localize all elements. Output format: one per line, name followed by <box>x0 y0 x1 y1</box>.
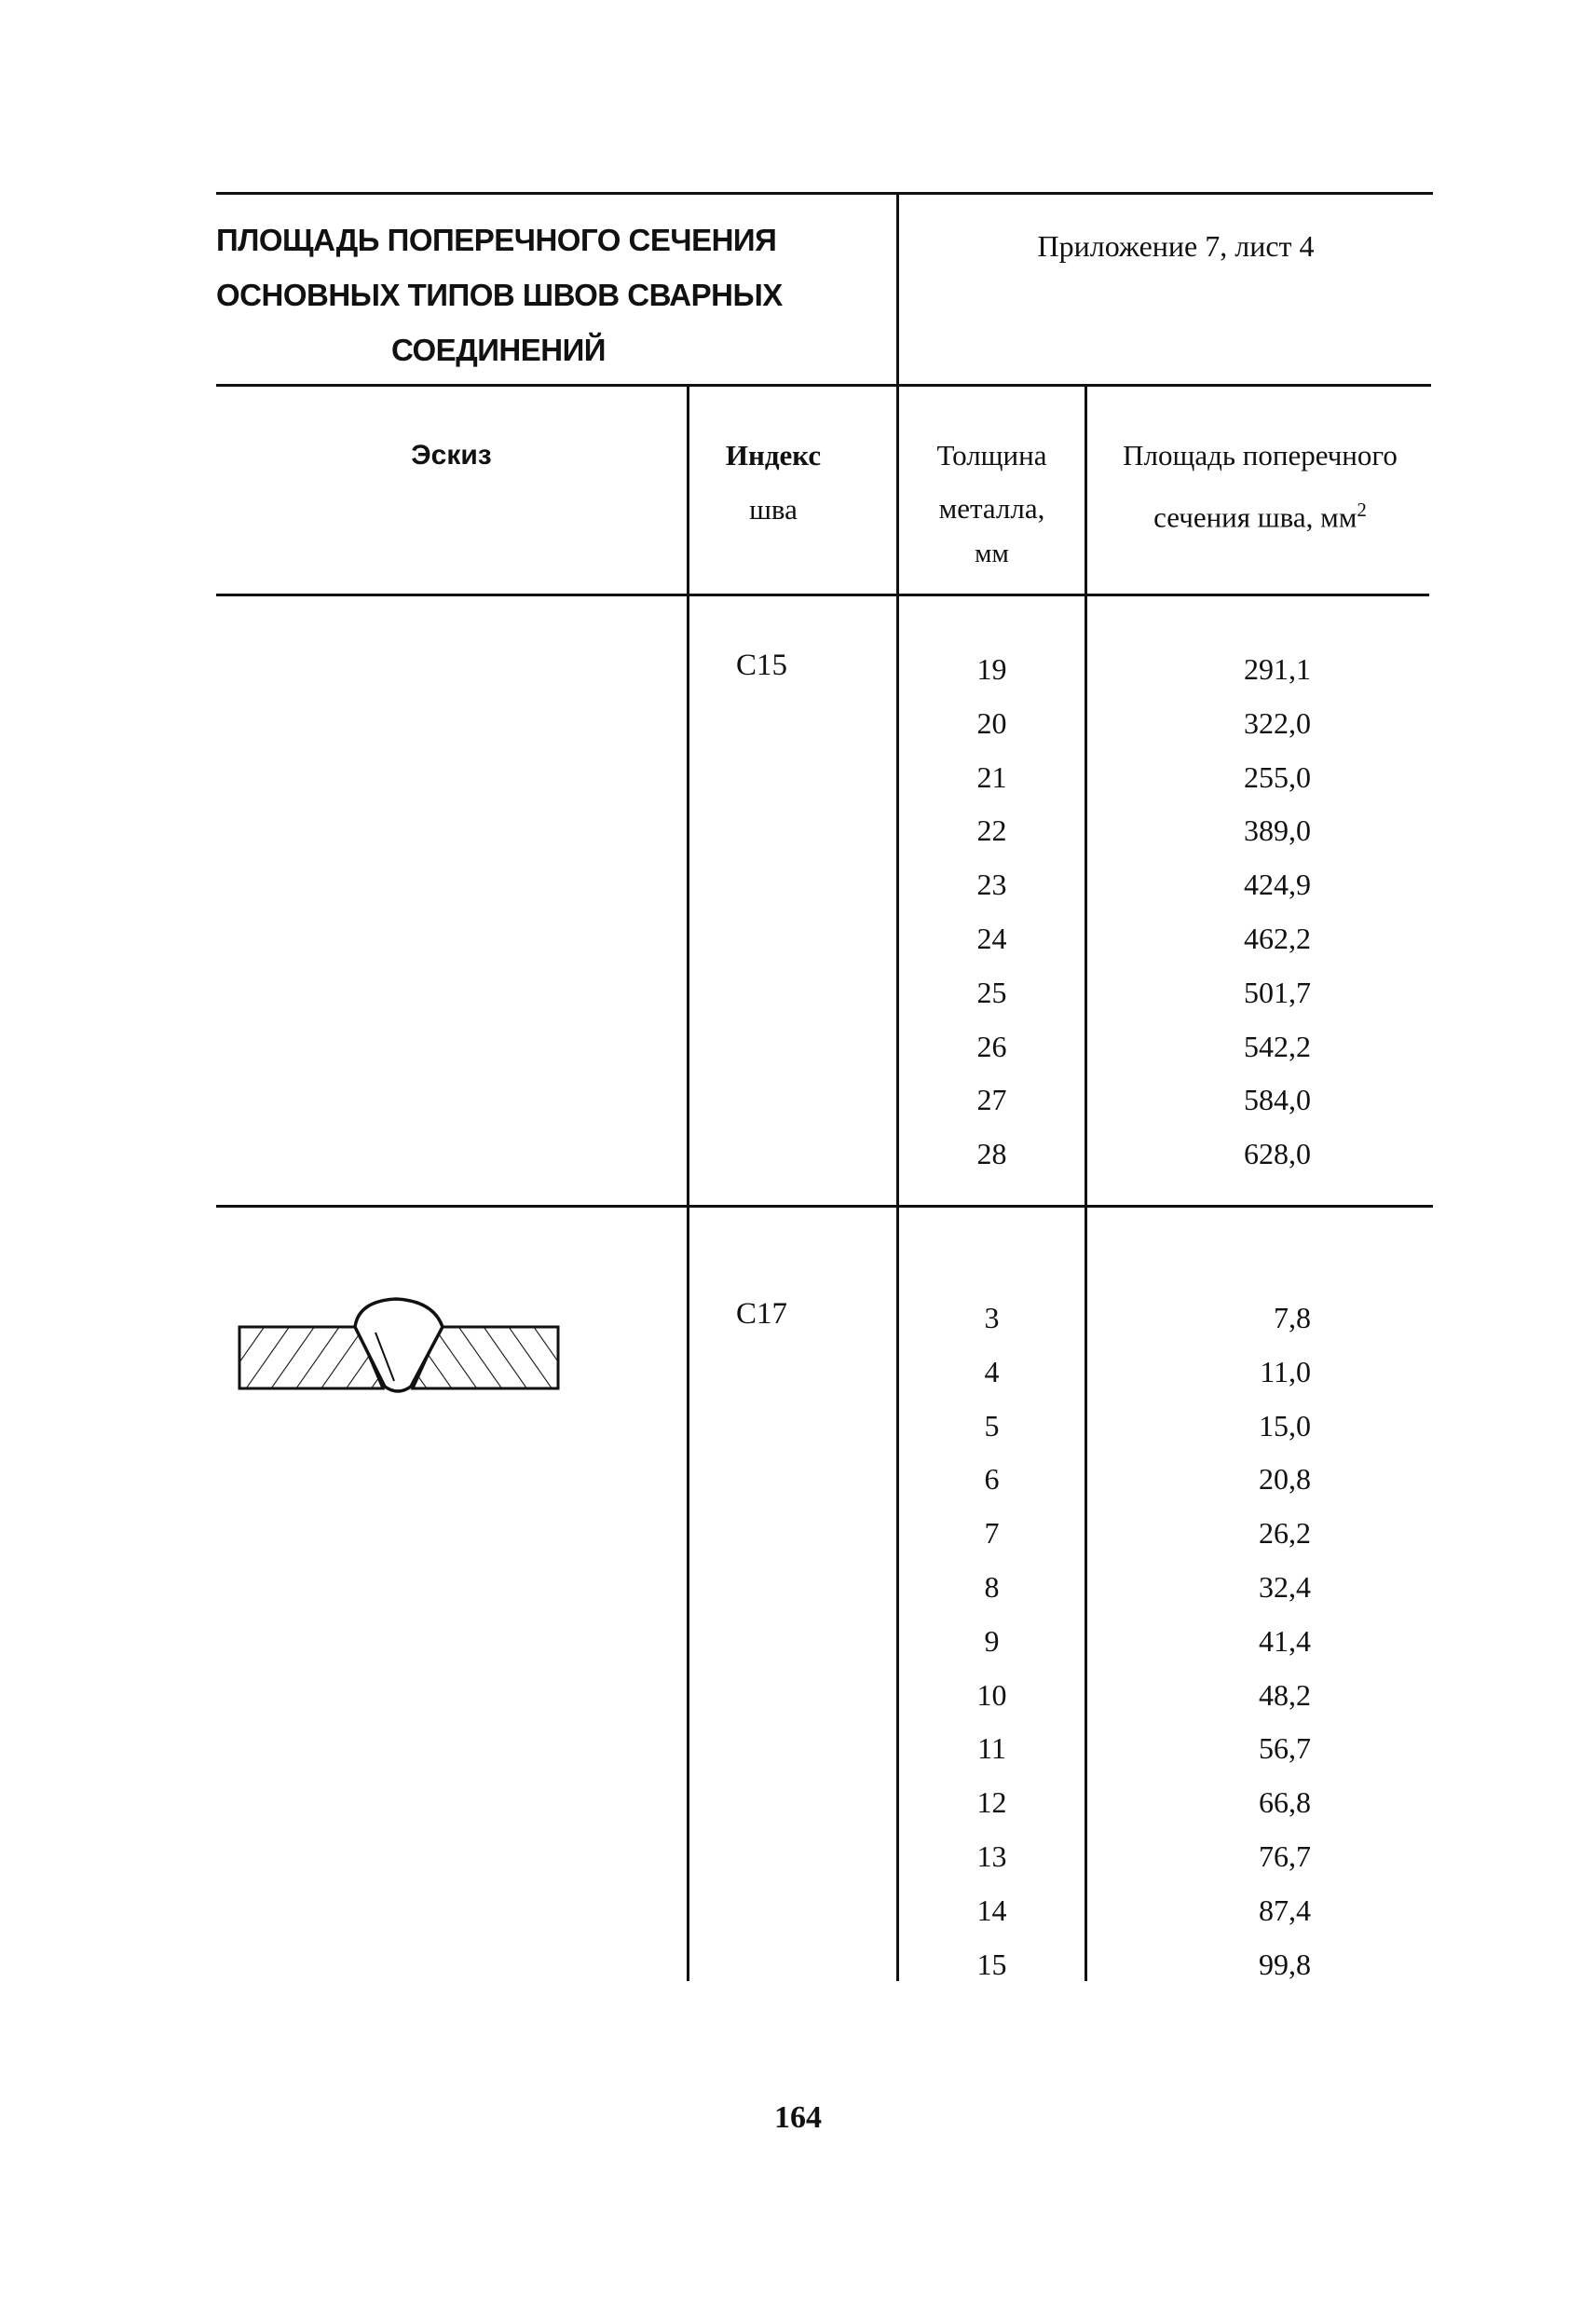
title-line-3: СОЕДИНЕНИЙ <box>391 333 607 367</box>
table-row-thickness: 23 <box>976 868 1007 902</box>
group-c17-area-column <box>1087 1292 1311 1991</box>
header-thickness-line1: Толщина <box>936 439 1047 472</box>
table-row-area: 15,0 <box>1259 1408 1311 1442</box>
table-row-thickness: 24 <box>976 921 1007 955</box>
table-row-area: 255,0 <box>1244 759 1311 794</box>
table-row-thickness: 5 <box>984 1408 1000 1442</box>
table-row-thickness: 7 <box>984 1516 1000 1551</box>
title-line-2: ОСНОВНЫХ ТИПОВ ШВОВ СВАРНЫХ <box>216 278 783 312</box>
table-row-thickness: 27 <box>976 1083 1007 1117</box>
table-row-area: 462,2 <box>1244 921 1311 955</box>
table-row-area: 542,2 <box>1244 1029 1311 1063</box>
table-row-area: 48,2 <box>1259 1677 1311 1712</box>
header-area-superscript: 2 <box>1357 499 1367 521</box>
header-bottom-rule <box>216 594 1429 596</box>
table-row-thickness: 26 <box>976 1029 1007 1063</box>
group-c15-index: С15 <box>736 649 788 682</box>
top-rule <box>216 192 1433 195</box>
table-row-thickness: 28 <box>976 1137 1007 1171</box>
table-row-area: 501,7 <box>1244 975 1311 1009</box>
table-row-area: 7,8 <box>1274 1301 1311 1334</box>
group-separator-rule <box>216 1205 1433 1208</box>
header-thickness-line3: мм <box>975 539 1009 568</box>
table-row-thickness: 21 <box>976 759 1007 794</box>
page-title <box>216 212 906 377</box>
table-row-area: 56,7 <box>1259 1731 1311 1766</box>
table-row-thickness: 14 <box>976 1893 1007 1927</box>
v-groove-weld-sketch-icon <box>236 1295 562 1404</box>
table-row-thickness: 6 <box>984 1462 1000 1497</box>
table-row-area: 628,0 <box>1244 1137 1311 1171</box>
header-area-line2 <box>1087 483 1433 544</box>
page-number: 164 <box>774 2100 822 2135</box>
table-row-thickness: 20 <box>976 705 1007 740</box>
table-row-area: 11,0 <box>1260 1354 1311 1388</box>
group-c15-thickness-column <box>899 643 1084 1182</box>
table-row-thickness: 15 <box>976 1947 1007 1981</box>
title-bottom-rule <box>216 384 1431 387</box>
table-row-thickness: 13 <box>976 1838 1007 1873</box>
group-c17-thickness-column <box>899 1292 1084 1991</box>
table-row-area: 291,1 <box>1244 652 1311 686</box>
title-line-1: ПЛОЩАДЬ ПОПЕРЕЧНОГО СЕЧЕНИЯ <box>216 223 777 257</box>
header-thickness <box>899 429 1084 572</box>
table-row-thickness: 10 <box>976 1677 1007 1712</box>
header-index-line2: шва <box>749 493 798 526</box>
table-row-area: 20,8 <box>1259 1462 1311 1497</box>
table-row-thickness: 12 <box>976 1785 1007 1820</box>
group-c17-index: С17 <box>736 1297 788 1331</box>
table-row-area: 26,2 <box>1259 1516 1311 1551</box>
table-row-thickness: 3 <box>984 1301 1000 1334</box>
sketch-column-divider <box>687 384 689 1981</box>
table-row-thickness: 25 <box>976 975 1007 1009</box>
table-row-area: 389,0 <box>1244 813 1311 848</box>
table-row-area: 76,7 <box>1259 1838 1311 1873</box>
table-row-area: 424,9 <box>1244 868 1311 902</box>
table-row-area: 32,4 <box>1259 1569 1311 1604</box>
table-row-area: 322,0 <box>1244 705 1311 740</box>
table-row-area: 87,4 <box>1259 1893 1311 1927</box>
group-c15-area-column <box>1087 643 1311 1182</box>
header-sketch-label: Эскиз <box>411 440 492 471</box>
header-thickness-line2: металла, <box>938 492 1045 525</box>
table-row-thickness: 8 <box>984 1569 1000 1604</box>
header-sketch <box>216 429 687 483</box>
table-row-thickness: 9 <box>984 1623 1000 1658</box>
header-area-line1: Площадь поперечного <box>1123 439 1398 472</box>
table-row-area: 584,0 <box>1244 1083 1311 1117</box>
table-row-thickness: 22 <box>976 813 1007 848</box>
table-row-area: 66,8 <box>1259 1785 1311 1820</box>
table-row-thickness: 11 <box>977 1731 1006 1766</box>
header-area-line2-text: сечения шва, мм <box>1153 500 1357 534</box>
table-row-area: 99,8 <box>1259 1947 1311 1981</box>
header-index <box>689 429 857 537</box>
table-row-thickness: 4 <box>984 1354 1000 1388</box>
header-area <box>1087 429 1433 544</box>
table-row-area: 41,4 <box>1259 1623 1311 1658</box>
header-index-line1: Индекс <box>725 439 822 472</box>
appendix-label: Приложение 7, лист 4 <box>1037 229 1315 263</box>
table-row-thickness: 19 <box>976 652 1007 686</box>
